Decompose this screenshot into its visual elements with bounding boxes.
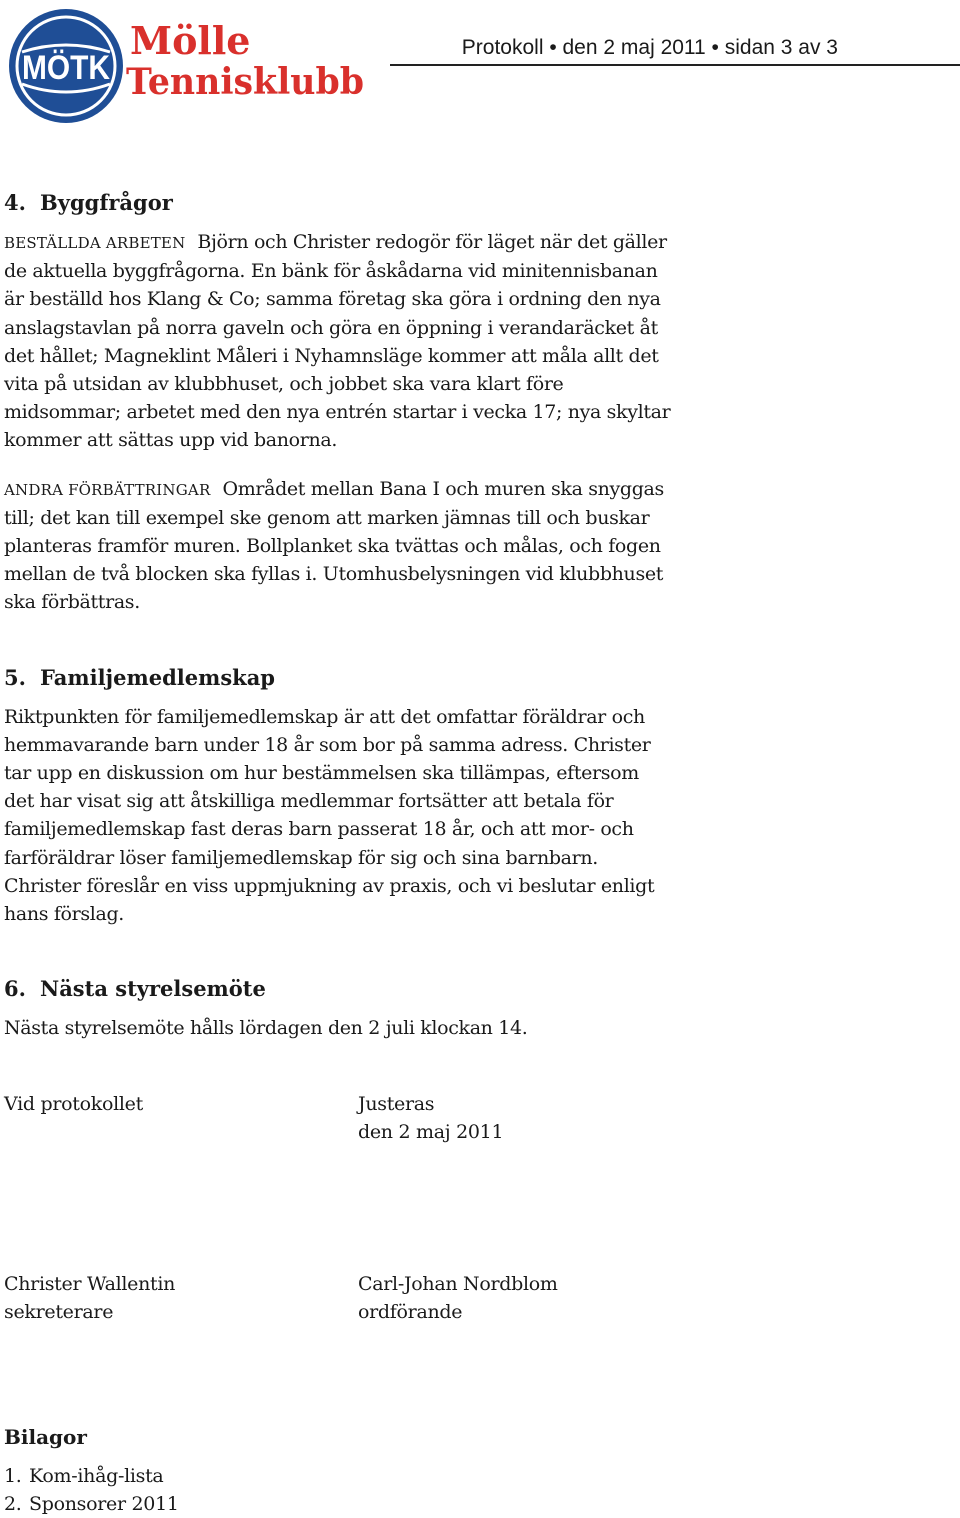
attachments (4, 1422, 179, 1518)
paragraph-text: Nästa styrelsemöte hålls lördagen den 2 juli klockan 14. (4, 1017, 528, 1040)
secretary-role: sekreterare (4, 1301, 114, 1323)
logo-name-line1: Mölle (130, 18, 251, 63)
paragraph-lead: BESTÄLLDA ARBETEN (4, 234, 186, 252)
protocol-body (4, 188, 674, 1042)
section-6-paragraph (4, 1014, 674, 1042)
logo-badge-text: MÖTK (22, 49, 111, 87)
paragraph-text: Området mellan Bana I och muren ska snyggas till; det kan till exempel ske genom att marken jämnas till och buskar planteras framför muren. Bollplanket ska tvättas och målas, och fogen mellan de två blocken ska fyllas i. Utomhusbelysningen vid klubbhuset ska förbättras. (4, 477, 664, 614)
header-rule (390, 64, 960, 66)
running-header: Protokoll • den 2 maj 2011 • sidan 3 av 3 (461, 36, 838, 59)
attachment-item: 1. Kom-ihåg-lista (4, 1465, 164, 1487)
section-5-paragraph (4, 703, 674, 929)
right-caption: Justeras (358, 1093, 435, 1115)
paragraph-lead: ANDRA FÖRBÄTTRINGAR (4, 480, 211, 499)
right-date: den 2 maj 2011 (358, 1121, 504, 1143)
section-heading-6: 6. Nästa styrelsemöte (4, 976, 266, 1002)
paragraph-text: Björn och Christer redogör för läget när det gäller de aktuella byggfrågorna. En bänk för åskådarna vid minitennisbanan är beställd hos Klang & Co; samma företag ska göra i ordning den nya anslagstavlan på norra gaveln och göra en öppning i verandaräcket åt det hållet; Magneklint Måleri i Nyhamnsläge kommer att måla allt det vita på utsidan av klubbhuset, och jobbet ska vara klart före midsommar; arbetet med den nya entrén startar i vecka 17; nya skyltar kommer att sättas upp vid banorna. (4, 231, 671, 452)
paragraph-text: Riktpunkten för familjemedlemskap är att det omfattar föräldrar och hemmavarande barn under 18 år som bor på samma adress. Christer tar upp en diskussion om hur bestämmelsen ska tillämpas, eftersom det har visat sig att åtskilliga medlemmar fortsätter att betala för familjemedlemskap fast deras barn passerat 18 år, och att mor- och farföräldrar löser familjemedlemskap för sig och sina barnbarn. Christer föreslår en viss uppmjukning av praxis, och vi beslutar enligt hans förslag. (4, 705, 655, 926)
club-logo (8, 8, 368, 128)
logo-graphic (8, 8, 368, 128)
chair-role: ordförande (358, 1301, 463, 1323)
attachment-item: 2. Sponsorer 2011 (4, 1493, 179, 1515)
left-caption: Vid protokollet (4, 1093, 143, 1115)
section-heading-4: 4. Byggfrågor (4, 190, 173, 215)
section-4-paragraph-2 (4, 475, 674, 617)
secretary-name: Christer Wallentin (4, 1273, 176, 1295)
attachments-title: Bilagor (4, 1425, 87, 1449)
logo-name-line2: Tennisklubb (126, 61, 364, 103)
chair-name: Carl-Johan Nordblom (358, 1273, 558, 1295)
section-heading-5: 5. Familjemedlemskap (4, 664, 275, 690)
section-4-paragraph-1 (4, 228, 674, 455)
